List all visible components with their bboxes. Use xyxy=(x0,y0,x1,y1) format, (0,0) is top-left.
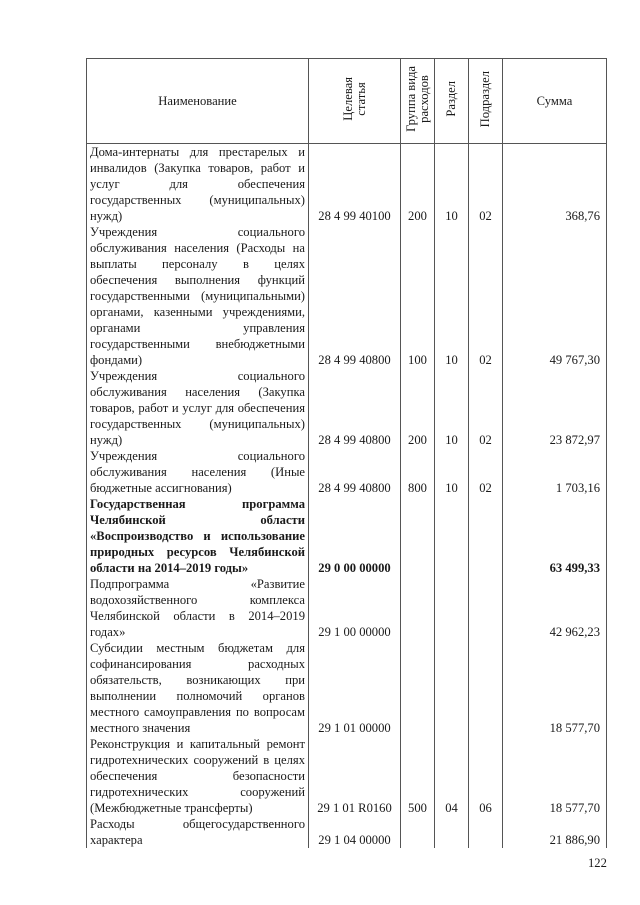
table-header-row xyxy=(87,59,607,144)
row-subsection xyxy=(469,496,503,576)
row-section: 04 xyxy=(435,736,469,816)
row-sum: 18 577,70 xyxy=(503,640,607,736)
row-sum: 18 577,70 xyxy=(503,736,607,816)
row-code: 29 1 00 00000 xyxy=(309,576,401,640)
row-group xyxy=(401,496,435,576)
row-name: Учреждения социального обслуживания населения (Расходы на выплаты персоналу в целях обеспечения выполнения функций государственными (муниципальными) органами, казенными учреждениями, органами управления государственными внебюджетными фондами) xyxy=(87,224,309,368)
row-code: 28 4 99 40800 xyxy=(309,368,401,448)
header-name: Наименование xyxy=(87,59,309,144)
row-code: 29 1 01 R0160 xyxy=(309,736,401,816)
table-row xyxy=(87,368,607,448)
header-sum: Сумма xyxy=(503,59,607,144)
row-section xyxy=(435,496,469,576)
row-code: 29 1 01 00000 xyxy=(309,640,401,736)
row-name: Дома-интернаты для престарелых и инвалидов (Закупка товаров, работ и услуг для обеспечения государственных (муниципальных) нужд) xyxy=(87,144,309,225)
row-section xyxy=(435,816,469,848)
row-subsection: 02 xyxy=(469,448,503,496)
row-group: 800 xyxy=(401,448,435,496)
row-code: 28 4 99 40100 xyxy=(309,144,401,225)
row-name: Учреждения социального обслуживания населения (Закупка товаров, работ и услуг для обеспечения государственных (муниципальных) нужд) xyxy=(87,368,309,448)
table-row xyxy=(87,448,607,496)
row-group: 500 xyxy=(401,736,435,816)
row-group: 100 xyxy=(401,224,435,368)
budget-table xyxy=(86,58,607,848)
row-section: 10 xyxy=(435,368,469,448)
header-subsection: Подраздел xyxy=(469,59,503,144)
row-code: 28 4 99 40800 xyxy=(309,448,401,496)
table-row xyxy=(87,496,607,576)
table-row xyxy=(87,144,607,225)
row-group xyxy=(401,576,435,640)
row-subsection: 02 xyxy=(469,144,503,225)
row-subsection: 06 xyxy=(469,736,503,816)
row-sum: 49 767,30 xyxy=(503,224,607,368)
row-subsection xyxy=(469,576,503,640)
row-name: Расходы общегосударственного характера xyxy=(87,816,309,848)
row-subsection: 02 xyxy=(469,224,503,368)
row-subsection xyxy=(469,640,503,736)
table-row xyxy=(87,576,607,640)
row-sum: 21 886,90 xyxy=(503,816,607,848)
row-section: 10 xyxy=(435,144,469,225)
row-name: Учреждения социального обслуживания населения (Иные бюджетные ассигнования) xyxy=(87,448,309,496)
row-section: 10 xyxy=(435,448,469,496)
row-subsection: 02 xyxy=(469,368,503,448)
row-group: 200 xyxy=(401,368,435,448)
row-name: Реконструкция и капитальный ремонт гидротехнических сооружений в целях обеспечения безопасности гидротехнических сооружений (Межбюджетные трансферты) xyxy=(87,736,309,816)
row-sum: 42 962,23 xyxy=(503,576,607,640)
row-sum: 63 499,33 xyxy=(503,496,607,576)
row-code: 29 0 00 00000 xyxy=(309,496,401,576)
table-row xyxy=(87,816,607,848)
page-number: 122 xyxy=(588,856,607,870)
table-row xyxy=(87,224,607,368)
row-section xyxy=(435,576,469,640)
header-group: Группа вида расходов xyxy=(401,59,435,144)
row-sum: 1 703,16 xyxy=(503,448,607,496)
row-section: 10 xyxy=(435,224,469,368)
row-sum: 23 872,97 xyxy=(503,368,607,448)
table-row xyxy=(87,640,607,736)
row-subsection xyxy=(469,816,503,848)
header-section: Раздел xyxy=(435,59,469,144)
table-row xyxy=(87,736,607,816)
row-name: Подпрограмма «Развитие водохозяйственного комплекса Челябинской области в 2014–2019 годах» xyxy=(87,576,309,640)
row-code: 29 1 04 00000 xyxy=(309,816,401,848)
row-code: 28 4 99 40800 xyxy=(309,224,401,368)
row-name: Субсидии местным бюджетам для софинансирования расходных обязательств, возникающих при выполнении полномочий органов местного самоуправления по вопросам местного значения xyxy=(87,640,309,736)
row-name: Государственная программа Челябинской области «Воспроизводство и использование природных ресурсов Челябинской области на 2014–2019 годы» xyxy=(87,496,309,576)
header-code: Целевая статья xyxy=(309,59,401,144)
row-group xyxy=(401,816,435,848)
row-group: 200 xyxy=(401,144,435,225)
row-sum: 368,76 xyxy=(503,144,607,225)
row-section xyxy=(435,640,469,736)
row-group xyxy=(401,640,435,736)
